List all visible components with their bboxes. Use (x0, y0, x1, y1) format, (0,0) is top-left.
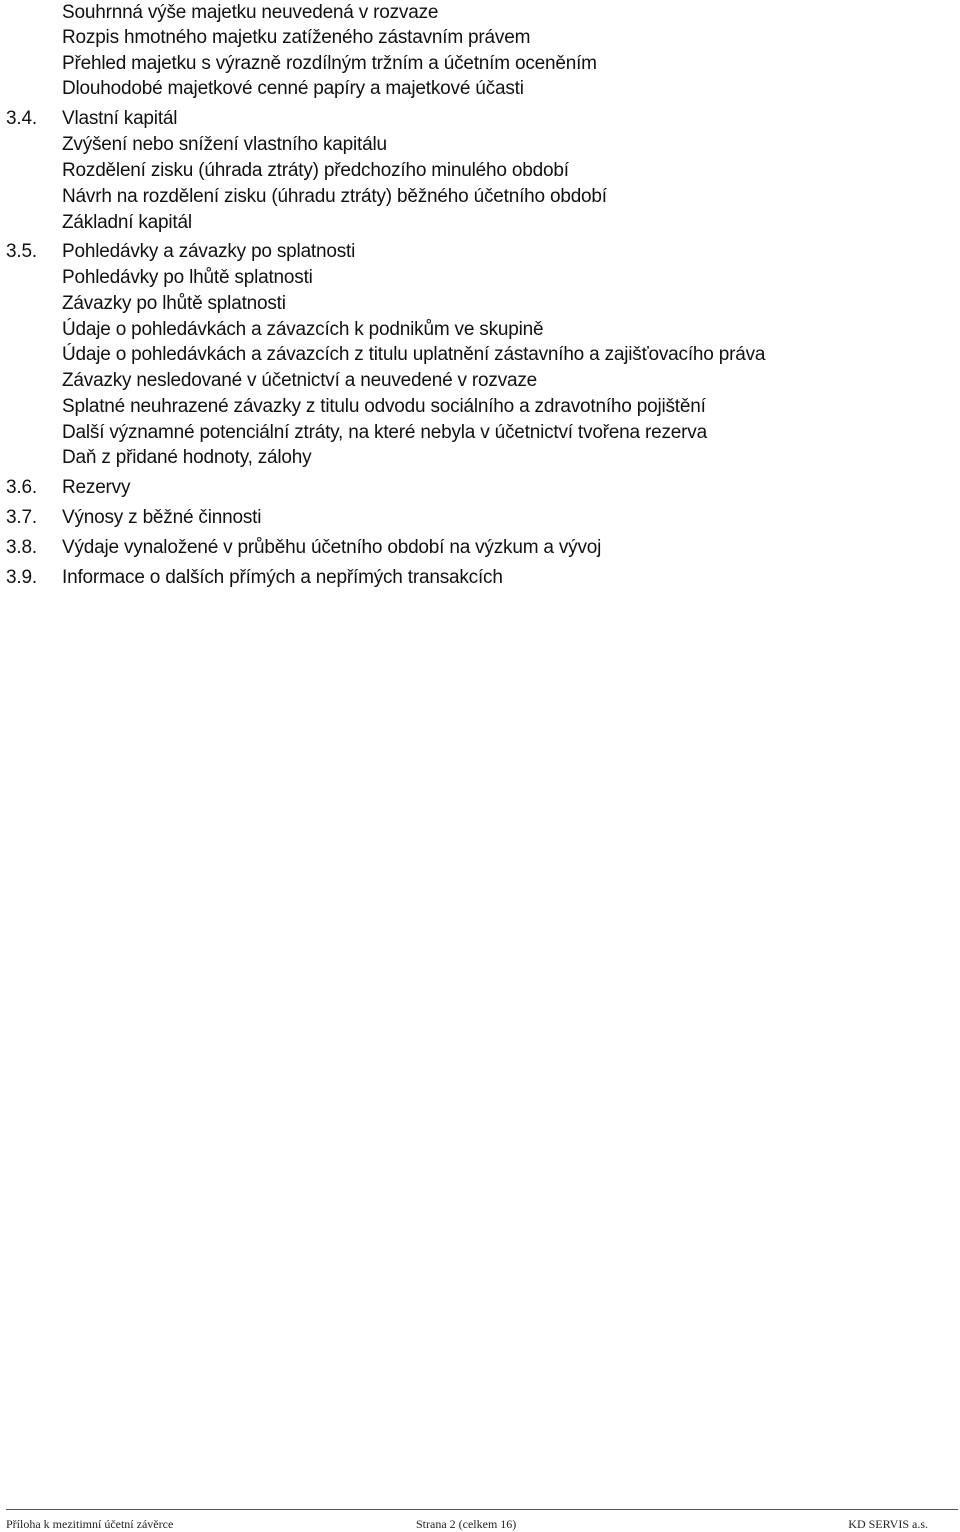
section-number: 3.7. (6, 507, 37, 528)
section-title: Výdaje vynaložené v průběhu účetního období na výzkum a vývoj (62, 537, 602, 558)
toc-item-text: Rozpis hmotného majetku zatíženého zástavním právem (62, 27, 531, 48)
toc-item-text: Splatné neuhrazené závazky z titulu odvodu sociálního a zdravotního pojištění (62, 396, 706, 417)
toc-item-text: Pohledávky po lhůtě splatnosti (62, 267, 313, 288)
toc-item-text: Souhrnná výše majetku neuvedená v rozvaze (62, 2, 439, 23)
section-number: 3.8. (6, 537, 37, 558)
section-title: Vlastní kapitál (62, 108, 178, 129)
footer-company-name: KD SERVIS a.s. (848, 1517, 928, 1531)
footer-page-number: Strana 2 (celkem 16) (416, 1517, 517, 1531)
toc-item-text: Závazky nesledované v účetnictví a neuvedené v rozvaze (62, 370, 538, 391)
toc-item-text: Údaje o pohledávkách a závazcích z titulu uplatnění zástavního a zajišťovacího práva (62, 344, 766, 365)
toc-item-text: Zvýšení nebo snížení vlastního kapitálu (62, 134, 387, 155)
toc-item-text: Základní kapitál (62, 212, 192, 233)
toc-item-text: Přehled majetku s výrazně rozdílným tržním a účetním oceněním (62, 53, 597, 74)
toc-item-text: Návrh na rozdělení zisku (úhradu ztráty) běžného účetního období (62, 186, 607, 207)
footer-document-title: Příloha k mezitimní účetní závěrce (6, 1517, 174, 1531)
section-title: Rezervy (62, 477, 131, 498)
section-title: Pohledávky a závazky po splatnosti (62, 241, 356, 262)
section-number: 3.6. (6, 477, 37, 498)
toc-item-text: Rozdělení zisku (úhrada ztráty) předchozího minulého období (62, 160, 569, 181)
toc-item-text: Závazky po lhůtě splatnosti (62, 293, 286, 314)
section-number: 3.9. (6, 567, 37, 588)
toc-item-text: Daň z přidané hodnoty, zálohy (62, 447, 312, 468)
section-number: 3.4. (6, 108, 37, 129)
section-title: Výnosy z běžné činnosti (62, 507, 262, 528)
section-title: Informace o dalších přímých a nepřímých transakcích (62, 567, 503, 588)
toc-item-text: Dlouhodobé majetkové cenné papíry a majetkové účasti (62, 78, 524, 99)
footer-divider (6, 1509, 958, 1510)
section-number: 3.5. (6, 241, 37, 262)
toc-item-text: Další významné potenciální ztráty, na které nebyla v účetnictví tvořena rezerva (62, 422, 707, 443)
toc-item-text: Údaje o pohledávkách a závazcích k podnikům ve skupině (62, 319, 544, 340)
